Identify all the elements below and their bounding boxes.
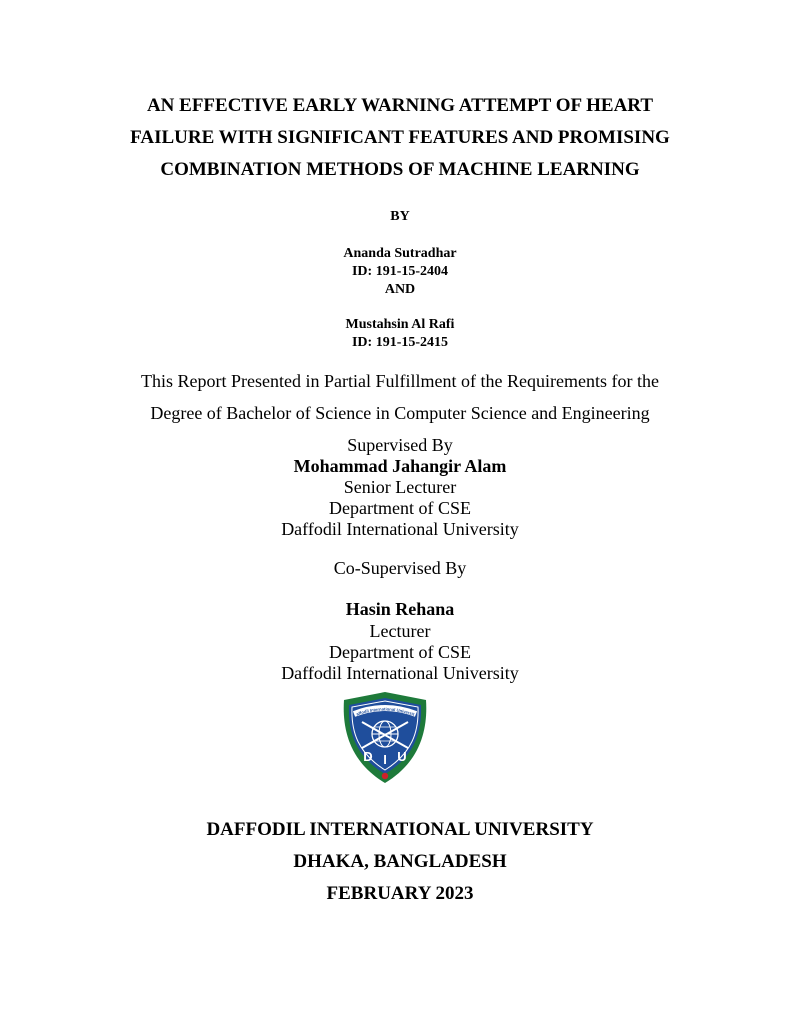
- co-supervisor-university: Daffodil International University: [281, 663, 519, 683]
- logo-letter-d: D: [363, 749, 373, 764]
- logo-arc-text: affodil International Universit: [355, 706, 416, 717]
- author-1-name: Ananda Sutradhar: [343, 246, 457, 261]
- supervisor-university: Daffodil International University: [281, 519, 519, 539]
- title-line-1: AN EFFECTIVE EARLY WARNING ATTEMPT OF HEART: [146, 95, 654, 116]
- author-1-id: ID: 191-15-2404: [351, 264, 449, 279]
- author-2-id: ID: 191-15-2415: [351, 335, 449, 350]
- report-statement-line-1: This Report Presented in Partial Fulfillment of the Requirements for the: [141, 371, 659, 391]
- co-supervisor-designation: Lecturer: [369, 621, 431, 641]
- report-statement-line-2: Degree of Bachelor of Science in Computer Science and Engineering: [150, 403, 650, 423]
- and-label: AND: [384, 282, 416, 297]
- footer-university: DAFFODIL INTERNATIONAL UNIVERSITY: [206, 819, 594, 840]
- by-label: BY: [390, 209, 410, 224]
- supervisor-name: Mohammad Jahangir Alam: [293, 456, 507, 476]
- university-logo: [340, 690, 430, 785]
- supervisor-department: Department of CSE: [329, 498, 471, 518]
- footer-location: DHAKA, BANGLADESH: [293, 851, 507, 872]
- footer-date: FEBRUARY 2023: [326, 883, 474, 904]
- supervisor-designation: Senior Lecturer: [343, 477, 457, 497]
- author-2-name: Mustahsin Al Rafi: [345, 317, 455, 332]
- co-supervisor-name: Hasin Rehana: [345, 599, 455, 619]
- logo-letter-i: I: [383, 752, 387, 767]
- logo-letter-u: U: [397, 749, 407, 764]
- supervised-by-heading: Supervised By: [347, 435, 453, 455]
- co-supervised-by-heading: Co-Supervised By: [333, 558, 467, 578]
- co-supervisor-department: Department of CSE: [329, 642, 471, 662]
- title-line-2: FAILURE WITH SIGNIFICANT FEATURES AND PROMISING: [130, 127, 670, 148]
- title-line-3: COMBINATION METHODS OF MACHINE LEARNING: [160, 159, 640, 180]
- logo-red-dot: [382, 773, 388, 779]
